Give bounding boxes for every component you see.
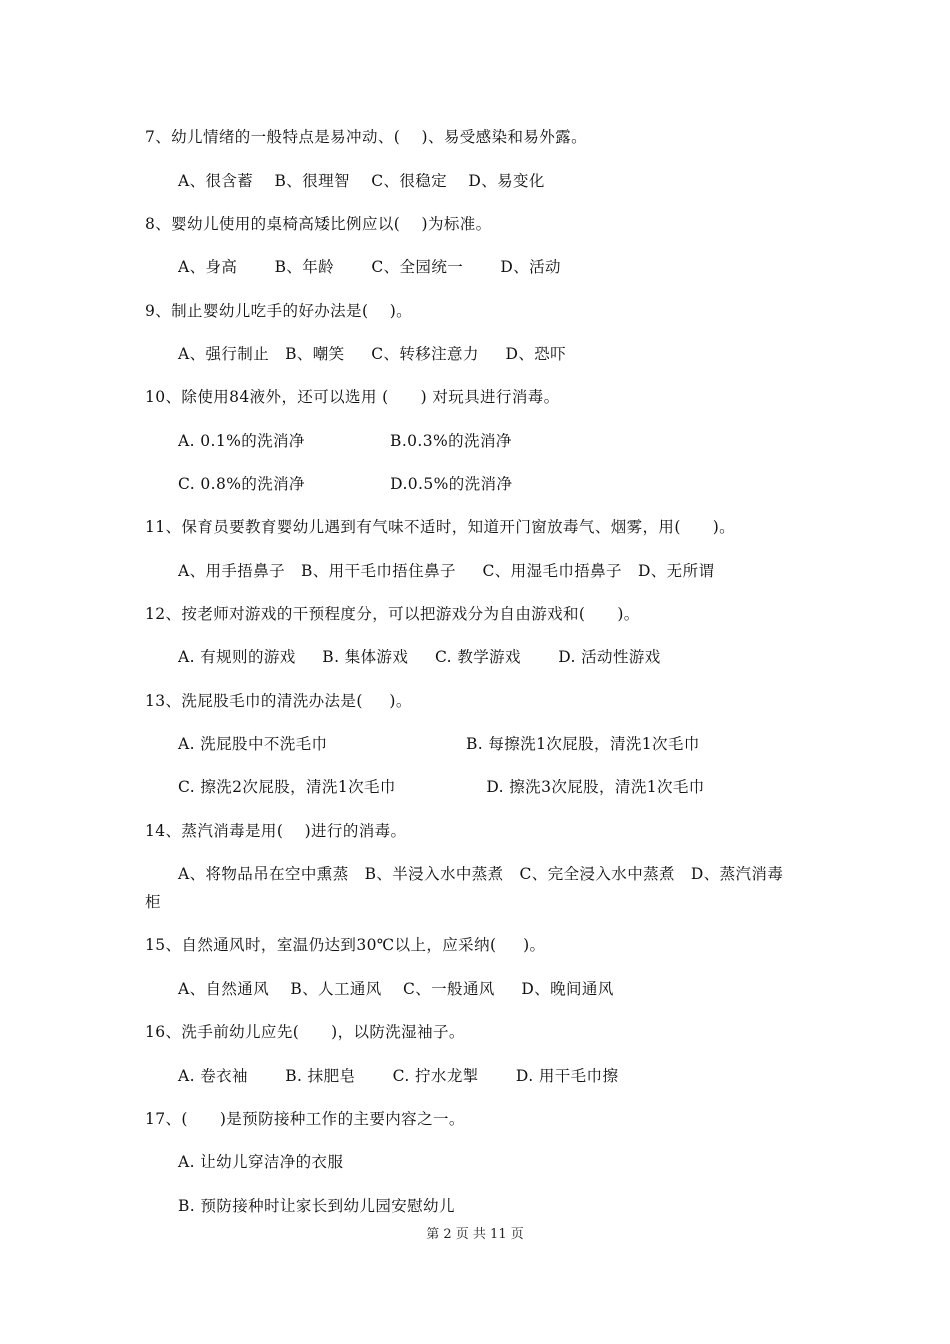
question-11-stem: 11、保育员要教育婴幼儿遇到有气味不适时，知道开门窗放毒气、烟雾，用( )。 [145,518,736,536]
question-10-stem: 10、除使用84液外，还可以选用 ( ) 对玩具进行消毒。 [145,388,560,406]
question-14-options: A、将物品吊在空中熏蒸 B、半浸入水中蒸煮 C、完全浸入水中蒸煮 D、蒸汽消毒 [178,865,784,883]
question-15-options: A、自然通风 B、人工通风 C、一般通风 D、晚间通风 [178,980,614,998]
question-17-option-a: A. 让幼儿穿洁净的衣服 [178,1153,344,1171]
question-7-stem: 7、幼儿情绪的一般特点是易冲动、( )、易受感染和易外露。 [145,128,587,146]
question-14-stem: 14、蒸汽消毒是用( )进行的消毒。 [145,822,407,840]
question-17-option-b: B. 预防接种时让家长到幼儿园安慰幼儿 [178,1197,455,1215]
question-13-options-row2: C. 擦洗2次屁股，清洗1次毛巾 D. 擦洗3次屁股，清洗1次毛巾 [178,778,705,796]
question-16-stem: 16、洗手前幼儿应先( )，以防洗湿袖子。 [145,1023,465,1041]
question-12-stem: 12、按老师对游戏的干预程度分，可以把游戏分为自由游戏和( )。 [145,605,640,623]
question-17-stem: 17、( )是预防接种工作的主要内容之一。 [145,1110,465,1128]
question-15-stem: 15、自然通风时，室温仍达到30℃以上，应采纳( )。 [145,936,546,954]
question-9-stem: 9、制止婴幼儿吃手的好办法是( )。 [145,302,413,320]
question-10-options-row2: C. 0.8%的洗消净 D.0.5%的洗消净 [178,475,513,493]
page-footer [0,1226,950,1244]
question-13-options-row1: A. 洗屁股中不洗毛巾 B. 每擦洗1次屁股，清洗1次毛巾 [178,735,700,753]
question-8-stem: 8、婴幼儿使用的桌椅高矮比例应以( )为标准。 [145,215,492,233]
question-12-options: A. 有规则的游戏 B. 集体游戏 C. 教学游戏 D. 活动性游戏 [178,648,661,666]
question-16-options: A. 卷衣袖 B. 抹肥皂 C. 拧水龙掣 D. 用干毛巾擦 [178,1067,619,1085]
question-10-options-row1: A. 0.1%的洗消净 B.0.3%的洗消净 [178,432,512,450]
question-13-stem: 13、洗屁股毛巾的清洗办法是( )。 [145,692,412,710]
page-number: 第 2 页 共 11 页 [426,1227,524,1242]
question-7-options: A、很含蓄 B、很理智 C、很稳定 D、易变化 [178,172,545,190]
question-9-options: A、强行制止 B、嘲笑 C、转移注意力 D、恐吓 [178,345,567,363]
question-8-options: A、身高 B、年龄 C、全园统一 D、活动 [178,258,561,276]
question-11-options: A、用手捂鼻子 B、用干毛巾捂住鼻子 C、用湿毛巾捂鼻子 D、无所谓 [178,562,715,580]
question-14-options-continuation: 柜 [145,893,161,911]
